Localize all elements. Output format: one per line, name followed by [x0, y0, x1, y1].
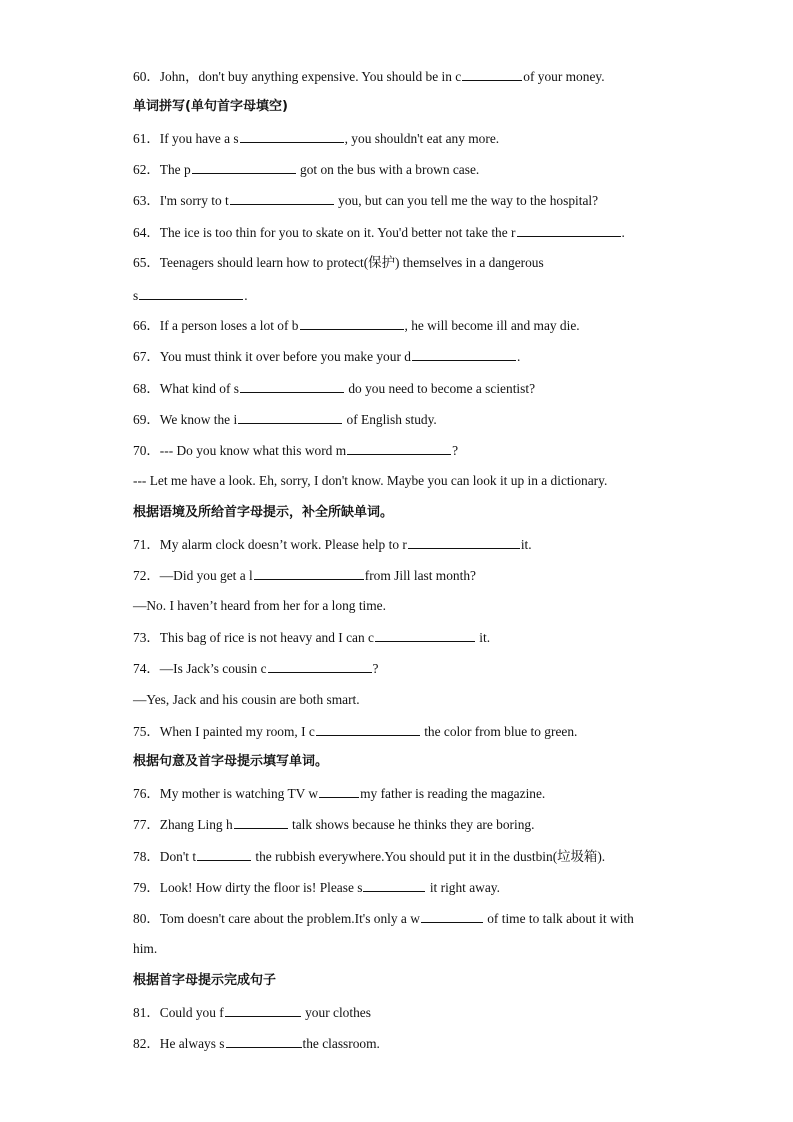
question-65: 65．Teenagers should learn how to protect(保护) themselves in a dangerous [133, 255, 544, 270]
question-75: 75．When I painted my room, I c the color from blue to green. [133, 724, 578, 739]
question-82: 82．He always s the classroom. [133, 1036, 380, 1051]
dialogue-reply-74: —Yes, Jack and his cousin are both smart. [133, 692, 360, 707]
question-72: 72．—Did you get a l from Jill last month? [133, 568, 476, 583]
question-78: 78．Don't t the rubbish everywhere.You should put it in the dustbin(垃圾箱). [133, 849, 606, 864]
answer-blank-82[interactable] [226, 1034, 302, 1048]
question-70: 70．--- Do you know what this word m ? [133, 443, 459, 458]
question-62: 62．The p got on the bus with a brown case. [133, 162, 480, 177]
section-heading-3: 根据句意及首字母提示填写单词。 [133, 754, 329, 769]
question-68: 68．What kind of s do you need to become a scientist? [133, 381, 536, 396]
answer-blank-81[interactable] [225, 1003, 301, 1017]
question-65-continued: s . [133, 288, 248, 303]
answer-blank-70[interactable] [347, 441, 451, 455]
answer-blank-72[interactable] [254, 566, 364, 580]
answer-blank-63[interactable] [230, 191, 334, 205]
answer-blank-66[interactable] [300, 316, 404, 330]
question-76: 76．My mother is watching TV w my father is reading the magazine. [133, 786, 546, 801]
question-81: 81．Could you f your clothes [133, 1005, 371, 1020]
section-heading-2: 根据语境及所给首字母提示，补全所缺单词。 [133, 505, 394, 520]
answer-blank-71[interactable] [408, 535, 520, 549]
answer-blank-78[interactable] [197, 847, 251, 861]
answer-blank-67[interactable] [412, 347, 516, 361]
answer-blank-69[interactable] [238, 410, 342, 424]
question-71: 71．My alarm clock doesn’t work. Please help to r it. [133, 537, 532, 552]
answer-blank-75[interactable] [316, 722, 420, 736]
question-73: 73．This bag of rice is not heavy and I can c it. [133, 630, 491, 645]
section-heading-4: 根据首字母提示完成句子 [133, 973, 277, 988]
dialogue-reply-70: --- Let me have a look. Eh, sorry, I don't know. Maybe you can look it up in a dictionary. [133, 473, 608, 488]
question-64: 64．The ice is too thin for you to skate on it. You'd better not take the r . [133, 225, 625, 240]
answer-blank-80[interactable] [421, 909, 483, 923]
answer-blank-77[interactable] [234, 815, 288, 829]
question-63: 63．I'm sorry to t you, but can you tell me the way to the hospital? [133, 193, 599, 208]
question-74: 74．—Is Jack’s cousin c ? [133, 661, 379, 676]
answer-blank-60[interactable] [462, 67, 522, 81]
dialogue-reply-72: —No. I haven’t heard from her for a long time. [133, 598, 386, 613]
answer-blank-76[interactable] [319, 784, 359, 798]
answer-blank-65[interactable] [139, 286, 243, 300]
section-heading-1: 单词拼写(单句首字母填空) [133, 99, 288, 114]
answer-blank-68[interactable] [240, 379, 344, 393]
question-77: 77．Zhang Ling h talk shows because he thinks they are boring. [133, 817, 535, 832]
answer-blank-61[interactable] [240, 129, 344, 143]
question-69: 69．We know the i of English study. [133, 412, 437, 427]
answer-blank-79[interactable] [363, 878, 425, 892]
question-80-continued: him. [133, 941, 158, 956]
answer-blank-64[interactable] [517, 223, 621, 237]
answer-blank-74[interactable] [268, 659, 372, 673]
question-60: 60．John，don't buy anything expensive. You should be in c of your money. [133, 69, 605, 84]
question-80: 80．Tom doesn't care about the problem.It's only a w of time to talk about it with [133, 911, 634, 926]
question-66: 66．If a person loses a lot of b , he will become ill and may die. [133, 318, 580, 333]
question-79: 79．Look! How dirty the floor is! Please s it right away. [133, 880, 500, 895]
question-61: 61．If you have a s , you shouldn't eat any more. [133, 131, 500, 146]
answer-blank-73[interactable] [375, 628, 475, 642]
answer-blank-62[interactable] [192, 160, 296, 174]
question-67: 67．You must think it over before you make your d . [133, 349, 521, 364]
